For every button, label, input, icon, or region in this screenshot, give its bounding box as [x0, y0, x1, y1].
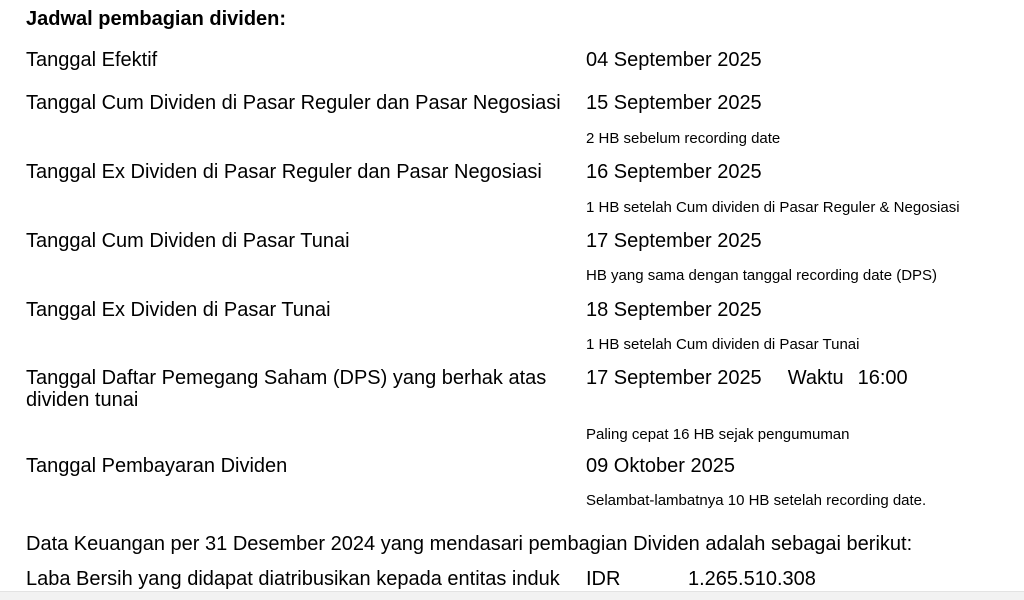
schedule-row	[26, 49, 1024, 71]
schedule-row-date-time	[586, 367, 908, 389]
schedule-row	[26, 299, 1024, 321]
schedule-row-note: Paling cepat 16 HB sejak pengumuman	[586, 426, 850, 443]
schedule-row	[26, 455, 1024, 477]
financial-section-heading: Data Keuangan per 31 Desember 2024 yang mendasari pembagian Dividen adalah sebagai berikut:	[26, 533, 913, 555]
schedule-row-label: Tanggal Daftar Pemegang Saham (DPS) yang berhak atas dividen tunai	[26, 367, 547, 411]
schedule-row-date: 18 September 2025	[586, 299, 762, 321]
schedule-row-date: 17 September 2025	[586, 367, 762, 389]
schedule-row-note: 1 HB setelah Cum dividen di Pasar Reguler & Negosiasi	[586, 199, 960, 216]
schedule-row-date: 15 September 2025	[586, 92, 762, 114]
schedule-row-note: 2 HB sebelum recording date	[586, 130, 781, 147]
financial-row	[26, 568, 1024, 590]
document-title: Jadwal pembagian dividen:	[26, 8, 287, 30]
schedule-row-date: 04 September 2025	[586, 49, 762, 71]
financial-row-currency: IDR	[586, 568, 621, 590]
schedule-row-date: 16 September 2025	[586, 161, 762, 183]
schedule-row-label: Tanggal Cum Dividen di Pasar Tunai	[26, 230, 350, 252]
financial-row-label: Laba Bersih yang didapat diatribusikan kepada entitas induk	[26, 568, 560, 590]
schedule-row	[26, 230, 1024, 252]
schedule-row	[26, 161, 1024, 183]
schedule-row-note: Selambat-lambatnya 10 HB setelah recording date.	[586, 492, 927, 509]
schedule-row-label: Tanggal Cum Dividen di Pasar Reguler dan Pasar Negosiasi	[26, 92, 561, 114]
schedule-row-note: HB yang sama dengan tanggal recording date (DPS)	[586, 267, 938, 284]
schedule-row-label: Tanggal Efektif	[26, 49, 158, 71]
schedule-row-label: Tanggal Ex Dividen di Pasar Tunai	[26, 299, 331, 321]
financial-row-value: 1.265.510.308	[688, 568, 816, 590]
schedule-row-time-label: Waktu	[787, 367, 844, 389]
schedule-row-date: 09 Oktober 2025	[586, 455, 735, 477]
schedule-row-note: 1 HB setelah Cum dividen di Pasar Tunai	[586, 336, 860, 353]
schedule-row	[26, 367, 1024, 411]
schedule-row-label: Tanggal Ex Dividen di Pasar Reguler dan Pasar Negosiasi	[26, 161, 542, 183]
schedule-row-date: 17 September 2025	[586, 230, 762, 252]
schedule-row-label: Tanggal Pembayaran Dividen	[26, 455, 288, 477]
schedule-row	[26, 92, 1024, 114]
page-bottom-edge	[0, 591, 1024, 600]
schedule-row-time: 16:00	[857, 367, 908, 389]
